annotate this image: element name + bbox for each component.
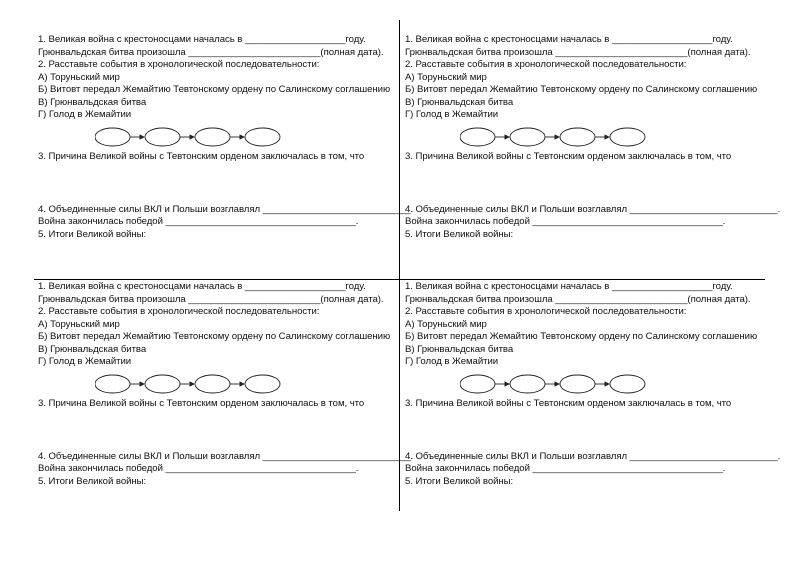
sequence-slot-3[interactable] xyxy=(560,375,595,393)
sequence-slot-1[interactable] xyxy=(95,375,130,393)
question-4-leader: 4. Объединенные силы ВКЛ и Польши возглавлял ____________________________. xyxy=(38,204,414,215)
question-1-battle-date: Грюнвальдская битва произошла _________________________(полная дата). xyxy=(405,47,751,58)
option-d: Г) Голод в Жемайтии xyxy=(38,356,132,367)
worksheet-top-left xyxy=(38,33,414,273)
question-4-leader: 4. Объединенные силы ВКЛ и Польши возглавлял ____________________________. xyxy=(405,204,781,215)
option-c: В) Грюнвальдская битва xyxy=(405,344,514,355)
option-b: Б) Витовт передал Жемайтию Тевтонскому ордену по Салинскому соглашению xyxy=(38,84,391,95)
option-b: Б) Витовт передал Жемайтию Тевтонскому ордену по Салинскому соглашению xyxy=(38,331,391,342)
sequence-slot-4[interactable] xyxy=(245,128,280,146)
question-1-battle-date: Грюнвальдская битва произошла _________________________(полная дата). xyxy=(38,294,384,305)
option-a: А) Торуньский мир xyxy=(405,319,487,330)
sequence-slot-3[interactable] xyxy=(195,128,230,146)
question-4-victory: Война закончилась победой ____________________________________. xyxy=(405,216,726,227)
option-c: В) Грюнвальдская битва xyxy=(405,97,514,108)
question-2-title: 2. Расставьте события в хронологической последовательности: xyxy=(405,306,687,317)
question-4-victory: Война закончилась победой ____________________________________. xyxy=(405,463,726,474)
question-4-leader: 4. Объединенные силы ВКЛ и Польши возглавлял ____________________________. xyxy=(38,451,414,462)
question-3-cause: 3. Причина Великой войны с Тевтонским орденом заключалась в том, что xyxy=(38,151,365,162)
question-5-results: 5. Итоги Великой войны: xyxy=(405,229,514,240)
sequence-slot-4[interactable] xyxy=(610,375,645,393)
option-d: Г) Голод в Жемайтии xyxy=(38,109,132,120)
option-d: Г) Голод в Жемайтии xyxy=(405,109,499,120)
question-5-results: 5. Итоги Великой войны: xyxy=(38,229,147,240)
question-2-title: 2. Расставьте события в хронологической последовательности: xyxy=(38,59,320,70)
question-3-cause: 3. Причина Великой войны с Тевтонским орденом заключалась в том, что xyxy=(38,398,365,409)
sequence-slot-3[interactable] xyxy=(560,128,595,146)
sequence-slot-1[interactable] xyxy=(95,128,130,146)
option-a: А) Торуньский мир xyxy=(405,72,487,83)
option-c: В) Грюнвальдская битва xyxy=(38,97,147,108)
question-1-battle-date: Грюнвальдская битва произошла _________________________(полная дата). xyxy=(405,294,751,305)
worksheet-bottom-left xyxy=(38,280,414,520)
question-4-leader: 4. Объединенные силы ВКЛ и Польши возглавлял ____________________________. xyxy=(405,451,781,462)
question-1-start-year: 1. Великая война с крестоносцами началась в ___________________году. xyxy=(405,281,733,292)
sequence-slot-2[interactable] xyxy=(145,375,180,393)
question-5-results: 5. Итоги Великой войны: xyxy=(405,476,514,487)
question-1-start-year: 1. Великая война с крестоносцами началась в ___________________году. xyxy=(405,34,733,45)
question-3-cause: 3. Причина Великой войны с Тевтонским орденом заключалась в том, что xyxy=(405,151,732,162)
question-1-start-year: 1. Великая война с крестоносцами началась в ___________________году. xyxy=(38,34,366,45)
question-4-victory: Война закончилась победой ____________________________________. xyxy=(38,463,359,474)
option-c: В) Грюнвальдская битва xyxy=(38,344,147,355)
sequence-diagram xyxy=(460,127,650,147)
worksheet-bottom-right xyxy=(405,280,781,520)
question-2-title: 2. Расставьте события в хронологической последовательности: xyxy=(38,306,320,317)
sequence-slot-2[interactable] xyxy=(145,128,180,146)
sequence-slot-2[interactable] xyxy=(510,128,545,146)
option-b: Б) Витовт передал Жемайтию Тевтонскому ордену по Салинскому соглашению xyxy=(405,84,758,95)
question-4-victory: Война закончилась победой ____________________________________. xyxy=(38,216,359,227)
option-a: А) Торуньский мир xyxy=(38,319,120,330)
sequence-diagram xyxy=(95,374,285,394)
worksheet-top-right xyxy=(405,33,781,273)
question-5-results: 5. Итоги Великой войны: xyxy=(38,476,147,487)
question-2-title: 2. Расставьте события в хронологической последовательности: xyxy=(405,59,687,70)
sequence-slot-4[interactable] xyxy=(610,128,645,146)
sequence-slot-3[interactable] xyxy=(195,375,230,393)
option-d: Г) Голод в Жемайтии xyxy=(405,356,499,367)
option-a: А) Торуньский мир xyxy=(38,72,120,83)
sequence-slot-1[interactable] xyxy=(460,375,495,393)
sequence-slot-2[interactable] xyxy=(510,375,545,393)
question-1-start-year: 1. Великая война с крестоносцами началась в ___________________году. xyxy=(38,281,366,292)
option-b: Б) Витовт передал Жемайтию Тевтонскому ордену по Салинскому соглашению xyxy=(405,331,758,342)
sequence-diagram xyxy=(95,127,285,147)
sequence-diagram xyxy=(460,374,650,394)
sequence-slot-1[interactable] xyxy=(460,128,495,146)
sequence-slot-4[interactable] xyxy=(245,375,280,393)
question-1-battle-date: Грюнвальдская битва произошла _________________________(полная дата). xyxy=(38,47,384,58)
question-3-cause: 3. Причина Великой войны с Тевтонским орденом заключалась в том, что xyxy=(405,398,732,409)
